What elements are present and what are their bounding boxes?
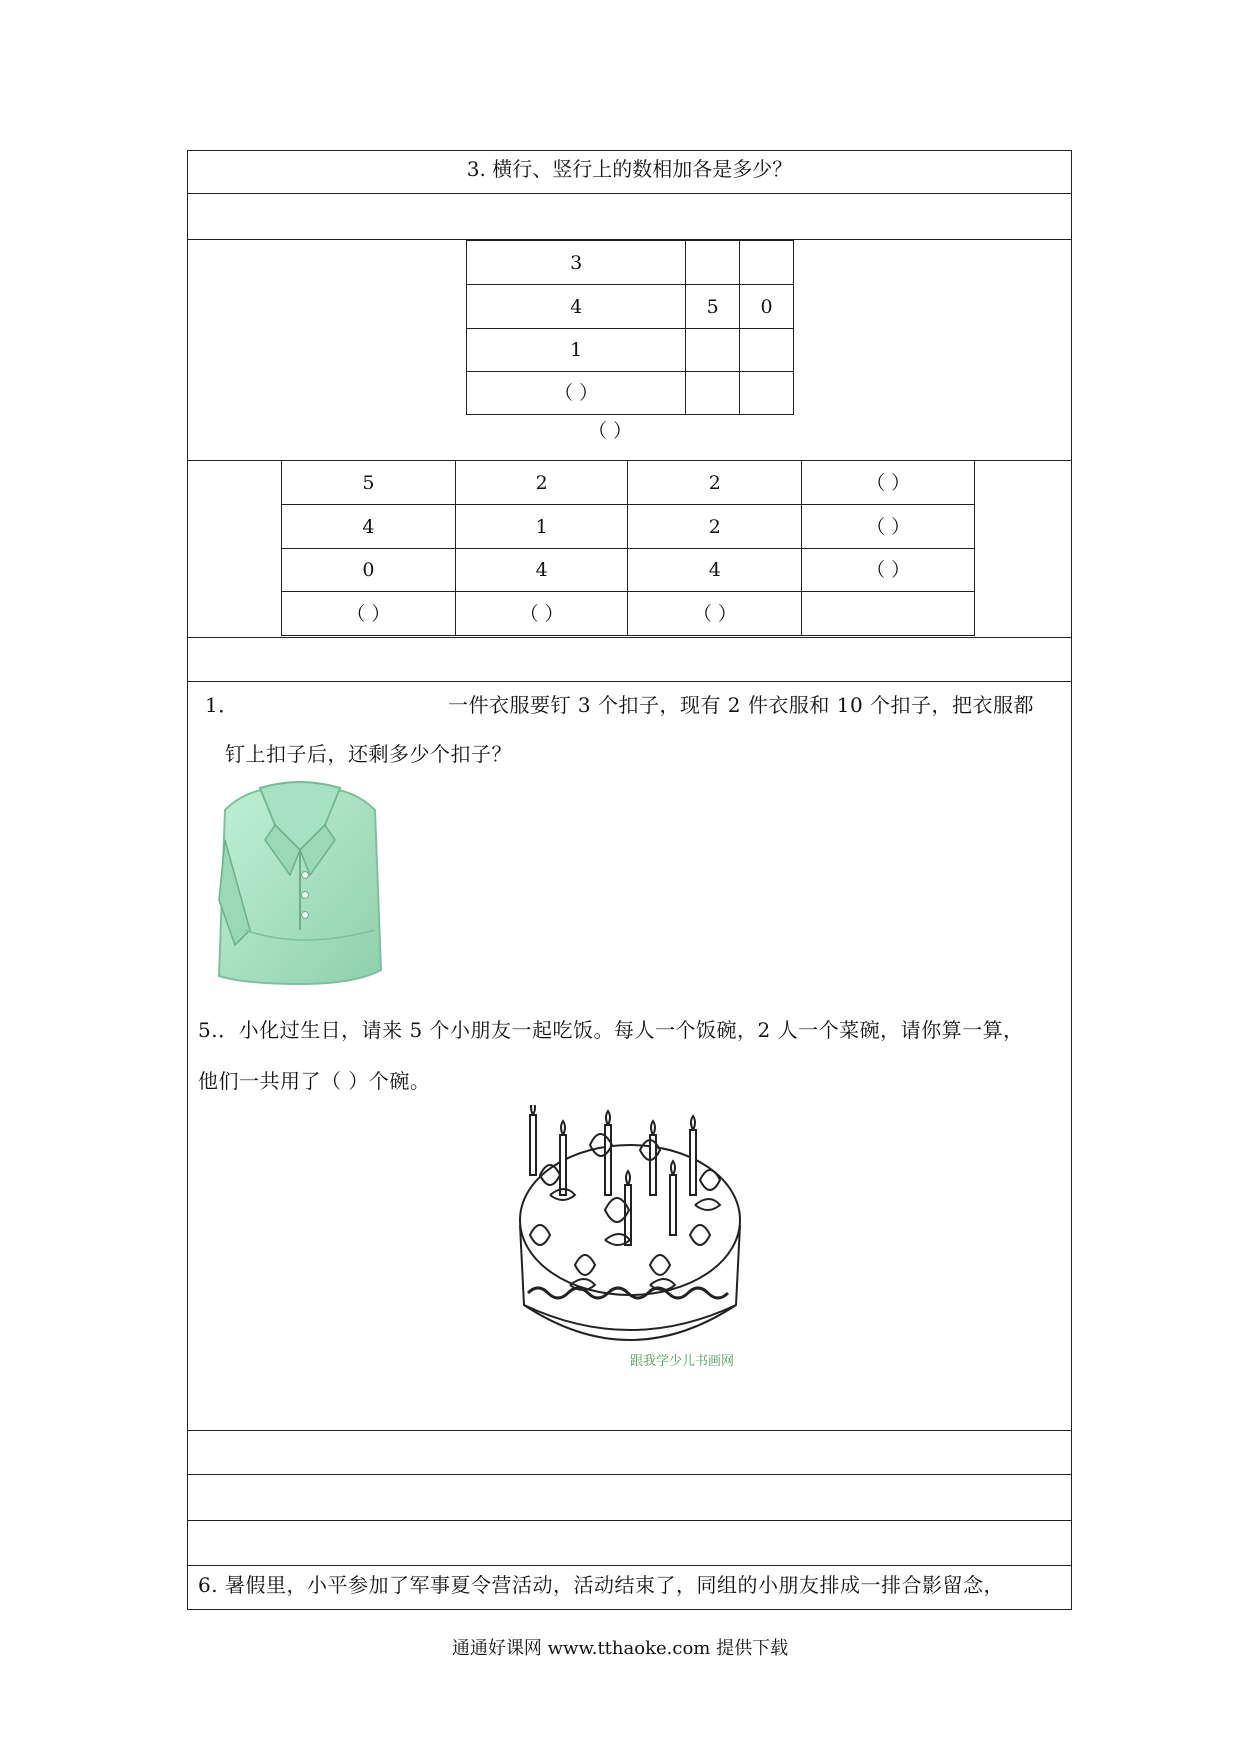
- table-cell: 2: [628, 461, 802, 505]
- table-cell: [740, 329, 794, 372]
- table-cell: 2: [455, 461, 628, 505]
- answer-blank[interactable]: （ ）: [802, 505, 975, 549]
- table-cell: 5: [282, 461, 456, 505]
- table-cell: [740, 372, 794, 415]
- row-divider: [187, 637, 1072, 638]
- table-cell: [740, 241, 794, 285]
- row-divider: [187, 1474, 1072, 1475]
- answer-blank[interactable]: （ ）: [467, 372, 686, 415]
- frame-bottom: [187, 1609, 1072, 1610]
- q5-text-line2: 他们一共用了（ ）个碗。: [198, 1069, 431, 1093]
- table-cell: [802, 592, 975, 636]
- table-cell: 1: [467, 329, 686, 372]
- table-cell: 4: [282, 505, 456, 549]
- table-cell: 1: [455, 505, 628, 549]
- cake-picture: [510, 1105, 750, 1375]
- shirt-picture: [205, 780, 395, 990]
- row-divider: [187, 1520, 1072, 1521]
- answer-blank[interactable]: （ ）: [455, 592, 628, 636]
- answer-blank[interactable]: （ ）: [802, 461, 975, 505]
- answer-blank[interactable]: （ ）: [628, 592, 802, 636]
- table-cell: 3: [467, 241, 686, 285]
- frame-left: [187, 150, 188, 1609]
- table-cell: 4: [455, 549, 628, 592]
- table-cell: 4: [467, 285, 686, 329]
- answer-blank[interactable]: （ ）: [282, 592, 456, 636]
- table-cell: 0: [740, 285, 794, 329]
- frame-top: [187, 150, 1072, 151]
- frame-right: [1071, 150, 1072, 1609]
- sum-table-1: [466, 240, 794, 415]
- row-divider: [187, 681, 1072, 682]
- row-divider: [187, 193, 1072, 194]
- sum-table-2: [281, 460, 975, 636]
- row-divider: [187, 1565, 1072, 1566]
- q3-title: 3. 横行、竖行上的数相加各是多少？: [466, 157, 793, 181]
- table-cell: 2: [628, 505, 802, 549]
- table-cell: [686, 329, 740, 372]
- table-cell: 4: [628, 549, 802, 592]
- q5-text-line1: 5.．小化过生日，请来 5 个小朋友一起吃饭。每人一个饭碗，2 人一个菜碗，请你算一算，: [198, 1018, 1024, 1042]
- q6-text-line1: 6. 暑假里，小平参加了军事夏令营活动，活动结束了，同组的小朋友排成一排合影留念，: [198, 1573, 1004, 1597]
- answer-blank[interactable]: （ ）: [802, 549, 975, 592]
- answer-blank[interactable]: （ ）: [587, 420, 633, 442]
- q1-text-line2: 钉上扣子后，还剩多少个扣子？: [225, 742, 512, 766]
- table-cell: [686, 372, 740, 415]
- footer: 通通好课网 www.tthaoke.com 提供下载: [451, 1638, 789, 1659]
- q1-number: 1．: [205, 693, 239, 717]
- table-cell: [686, 241, 740, 285]
- table-cell: 0: [282, 549, 456, 592]
- q1-text-line1: 一件衣服要钉 3 个扣子，现有 2 件衣服和 10 个扣子，把衣服都: [448, 693, 1035, 717]
- row-divider: [187, 1430, 1072, 1431]
- table-cell: 5: [686, 285, 740, 329]
- cake-caption: 跟我学少儿书画网: [630, 1354, 735, 1369]
